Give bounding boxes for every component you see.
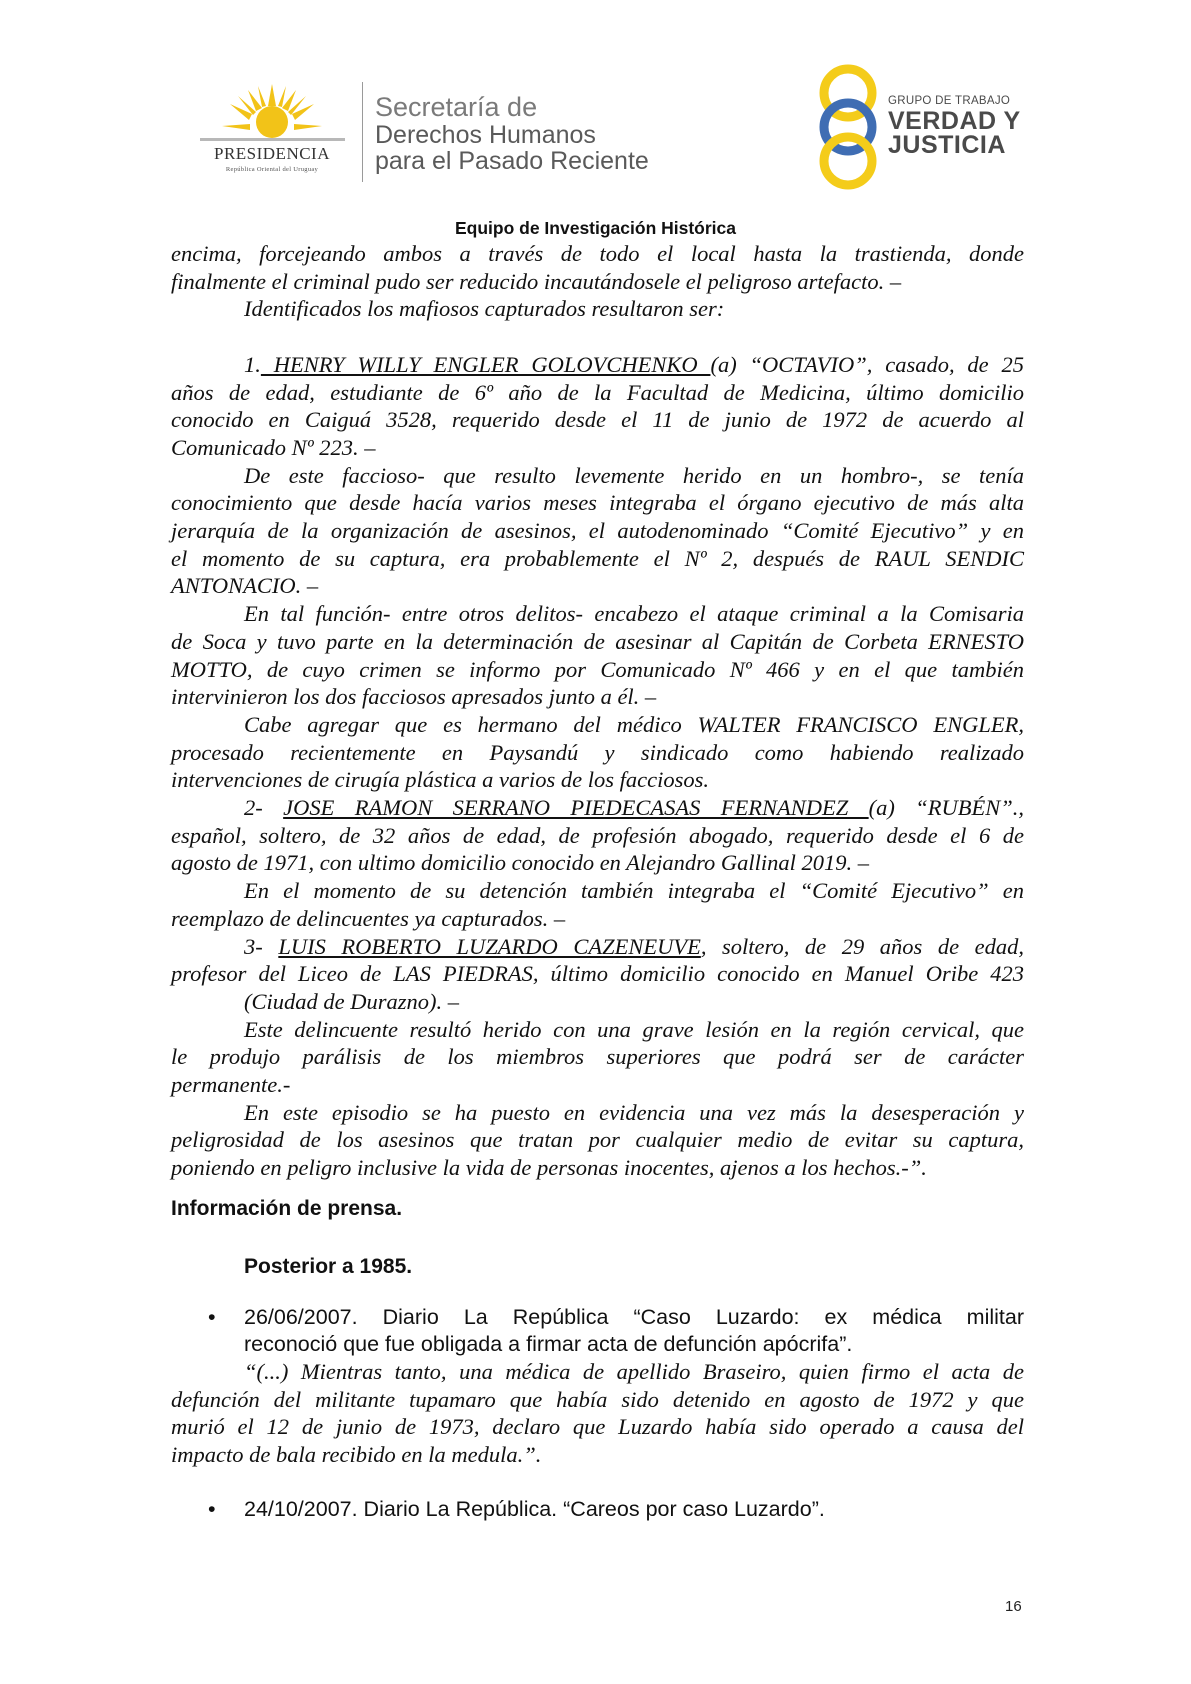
grupo-trabajo-label: GRUPO DE TRABAJO xyxy=(888,95,1011,107)
text-line: jerarquía de la organización de asesinos, el autodenominado “Comité Ejecutivo” y en xyxy=(171,518,1024,544)
secretaria-line-1: Secretaría de xyxy=(375,92,538,122)
text-line: encima, forcejeando ambos a través de todo el local hasta la trastienda, donde xyxy=(171,241,1024,266)
presidencia-logo xyxy=(190,80,355,180)
person-name: HENRY WILLY ENGLER GOLOVCHENKO xyxy=(260,351,711,377)
text-line: peligrosidad de los asesinos que tratan por cualquier medio de evitar su captura, xyxy=(171,1127,1024,1153)
list-item-1 xyxy=(171,351,1024,379)
secretaria-line-2: Derechos Humanos xyxy=(375,121,596,149)
text-line: finalmente el criminal pudo ser reducido incautándosele el peligroso artefacto. – xyxy=(171,268,902,294)
text-line: murió el 12 de junio de 1973, declaro que Luzardo había sido operado a causa del xyxy=(171,1414,1024,1440)
justicia-label: JUSTICIA xyxy=(888,131,1006,159)
text-line: reconoció que fue obligada a firmar acta de defunción apócrifa”. xyxy=(244,1332,853,1356)
text-line: agosto de 1971, con ultimo domicilio conocido en Alejandro Gallinal 2019. – xyxy=(171,850,870,876)
text-line: español, soltero, de 32 años de edad, de profesión abogado, requerido desde el 6 de xyxy=(171,822,1024,848)
text-line: ANTONACIO. – xyxy=(171,573,319,599)
person-name: JOSE RAMON SERRANO PIEDECASAS FERNANDEZ xyxy=(283,795,869,821)
text-line: Cabe agregar que es hermano del médico WALTER FRANCISCO ENGLER, xyxy=(244,711,1024,737)
presidencia-sublabel: República Oriental del Uruguay xyxy=(225,166,319,173)
bullet-marker: • xyxy=(208,1305,216,1329)
text-line: poniendo en peligro inclusive la vida de personas inocentes, ajenos a los hechos.-”. xyxy=(171,1155,927,1181)
text-line: Identificados los mafiosos capturados resultaron ser: xyxy=(244,296,725,322)
text-line: “(...) Mientras tanto, una médica de apellido Braseiro, quien firmo el acta de xyxy=(244,1359,1024,1384)
text-span: (a) “OCTAVIO”, casado, de 25 xyxy=(710,351,1024,377)
text-line: procesado recientemente en Paysandú y sindicado como habiendo realizado xyxy=(171,739,1024,765)
text-line: reemplazo de delincuentes ya capturados. – xyxy=(171,905,566,931)
list-number: 2- xyxy=(244,795,284,821)
text-line: profesor del Liceo de LAS PIEDRAS, último domicilio conocido en Manuel Oribe 423 xyxy=(171,961,1024,987)
text-span: , soltero, de 29 años de edad, xyxy=(700,933,1025,959)
text-line: En tal función- entre otros delitos- encabezo el ataque criminal a la Comisaria xyxy=(244,601,1024,627)
verdad-y-label: VERDAD Y xyxy=(888,107,1021,135)
text-span: (a) “RUBÉN”., xyxy=(868,795,1025,821)
person-name: LUIS ROBERTO LUZARDO CAZENEUVE xyxy=(278,933,701,959)
text-line: Comunicado Nº 223. – xyxy=(171,434,376,460)
header-divider xyxy=(362,82,363,182)
text-line: En el momento de su detención también integraba el “Comité Ejecutivo” en xyxy=(244,878,1024,904)
secretaria-line-3: para el Pasado Reciente xyxy=(375,147,649,175)
press-item-2: 24/10/2007. Diario La República. “Careos por caso Luzardo”. xyxy=(244,1497,825,1521)
text-line: el momento de su captura, era probablemente el Nº 2, después de RAUL SENDIC xyxy=(171,545,1024,571)
text-line: años de edad, estudiante de 6º año de la Facultad de Medicina, último domicilio xyxy=(171,379,1024,405)
text-line: intervenciones de cirugía plástica a varios de los facciosos. xyxy=(171,767,710,793)
list-item-2 xyxy=(171,794,1024,822)
list-item-3 xyxy=(171,933,1024,961)
body-text-block xyxy=(171,240,1024,1182)
page-number: 16 xyxy=(1005,1598,1022,1615)
text-line: le produjo parálisis de los miembros superiores que podrá ser de carácter xyxy=(171,1044,1024,1070)
press-quote-1 xyxy=(171,1358,1024,1469)
text-line: permanente.- xyxy=(171,1072,291,1098)
text-line: Este delincuente resultó herido con una grave lesión en la región cervical, que xyxy=(244,1016,1024,1042)
presidencia-label: PRESIDENCIA xyxy=(213,144,330,163)
list-number: 3- xyxy=(244,933,279,959)
text-line: En este episodio se ha puesto en evidencia una vez más la desesperación y xyxy=(244,1099,1024,1125)
press-item-1 xyxy=(244,1304,1024,1358)
text-line: MOTTO, de cuyo crimen se informo por Comunicado Nº 466 y en el que también xyxy=(171,656,1024,682)
list-number: 1. xyxy=(244,351,261,377)
press-heading: Información de prensa. xyxy=(171,1197,403,1220)
text-line: conocimiento que desde hacía varios meses integraba el órgano ejecutivo de más alta xyxy=(171,490,1024,516)
text-line: conocido en Caiguá 3528, requerido desde el 11 de junio de 1972 de acuerdo al xyxy=(171,407,1024,433)
text-line: (Ciudad de Durazno). – xyxy=(244,988,459,1014)
text-line: de Soca y tuvo parte en la determinación de asesinar al Capitán de Corbeta ERNESTO xyxy=(171,628,1024,654)
press-subheading: Posterior a 1985. xyxy=(244,1255,413,1278)
sun-icon xyxy=(190,80,355,150)
text-line: impacto de bala recibido en la medula.”. xyxy=(171,1442,542,1468)
team-title: Equipo de Investigación Histórica xyxy=(454,218,737,238)
text-line: defunción del militante tupamaro que había sido detenido en agosto de 1972 y que xyxy=(171,1386,1024,1412)
text-line: De este faccioso- que resulto levemente herido en un hombro-, se tenía xyxy=(244,462,1024,488)
verdad-justicia-logo-icon xyxy=(808,62,888,192)
bullet-marker: • xyxy=(208,1497,216,1521)
text-line: 26/06/2007. Diario La República “Caso Luzardo: ex médica militar xyxy=(244,1305,1024,1329)
text-line: intervinieron los dos facciosos apresados junto a él. – xyxy=(171,684,657,710)
